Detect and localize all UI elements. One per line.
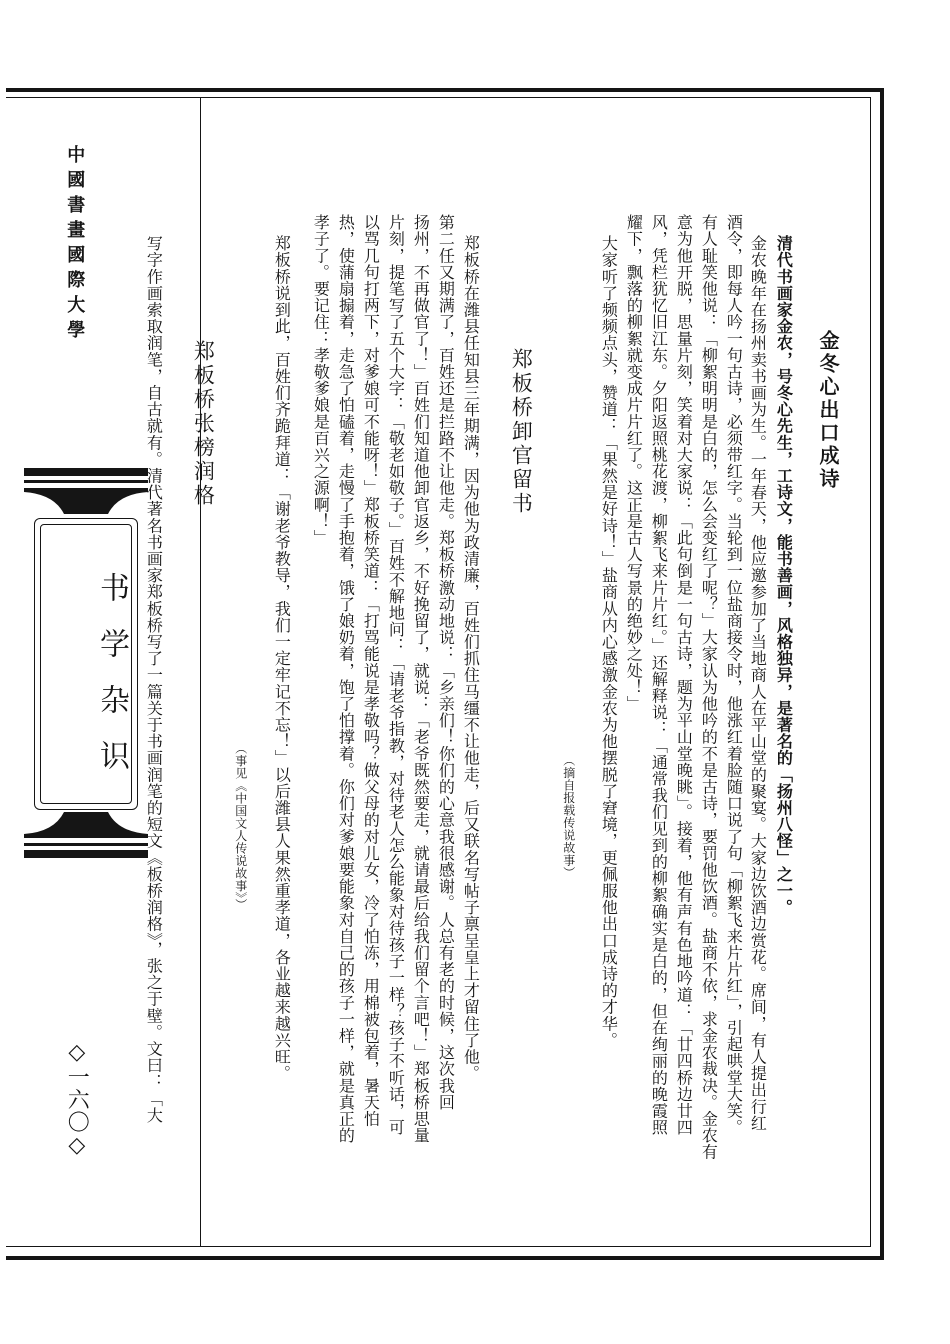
article1-line: 清代书画家金农，号冬心先生，工诗文，能书善画，风格独异，是著名的「扬州八怪」之一。 — [774, 235, 794, 916]
banner-bar — [24, 843, 148, 846]
magazine-banner — [18, 468, 154, 858]
banner-bottom-ornament-icon — [18, 812, 154, 838]
article2-line: 第二任又期满了，百姓还是拦路不让他走。郑板桥激动地说：「乡亲们！你们的心意我很感谢。人总有老的时候，这次我回 — [436, 214, 456, 1111]
article2-line: 孝子了。要记住：孝敬爹娘是百兴之源啊！」 — [311, 214, 331, 546]
article1-line: 有人耻笑他说：「柳絮明明是白的，怎么会变红了呢？」大家认为他吟的不是古诗，要罚他饮酒。盐商不依，求金农裁决。金农有 — [699, 214, 719, 1161]
article2-line: 片刻，提笔写了五个大字：「敬老如敬子。」百姓不解地问：「请老爷指教，对待老人怎么能象对待孩子一样？孩子不听话，可 — [386, 214, 406, 1136]
article1-source: （摘自报载传说故事） — [561, 754, 576, 879]
article1-line: 大家听了频频点头，赞道：「果然是好诗！」盐商从内心感激金农为他摆脱了窘境，更佩服他出口成诗的才华。 — [599, 235, 619, 1049]
article1-line: 酒令，即每人吟一句古诗，必须带红字。当轮到一位盐商接令时，他涨红着脸随口说了句「柳絮飞来片片红」，引起哄堂大笑。 — [724, 214, 744, 1136]
magazine-title: 书学杂识 — [94, 572, 129, 796]
banner-top-ornament-icon — [18, 488, 154, 514]
sidebar-divider — [200, 98, 201, 1246]
article3-title: 郑板桥张榜润格 — [191, 340, 216, 508]
article2-title: 郑板桥卸官留书 — [509, 348, 534, 516]
article1-line: 风，凭栏犹忆旧江东。夕阳返照桃花渡，柳絮飞来片片红。」还解释说：「通常我们见到的柳絮确实是白的，但在绚丽的晚霞照 — [649, 214, 669, 1136]
article2-line: 热，使蒲扇搧着，走急了怕磕着，走慢了手抱着，饿了娘奶着，饱了怕撑着。你们对爹娘要能象对自己的孩子一样，就是真正的 — [336, 214, 356, 1144]
article3-line: 写字作画索取润笔，自古就有。清代著名书画家郑板桥写了一篇关于书画润笔的短文《板桥润格》，张之于壁。文曰：「大 — [144, 235, 164, 1124]
banner-bar — [24, 480, 148, 483]
article1-line: 金农晚年在扬州卖书画为生。一年春天，他应邀参加了当地商人在平山堂的聚宴。大家边饮酒边赏花。席间，有人提出行红 — [748, 235, 768, 1132]
article2-line: 以骂几句打两下，对爹娘可不能呀！」郑板桥笑道：「打骂能说是孝敬吗？做父母的对儿女，冷了怕冻，用棉被包着，暑天怕 — [361, 214, 381, 1127]
banner-bar — [24, 468, 148, 476]
banner-bar — [24, 850, 148, 858]
article2-source: （事见《中国文人传说故事》） — [233, 742, 248, 911]
article2-line: 郑板桥说到此，百姓们齐跪拜道：「谢老爷教导，我们一定牢记不忘！」以后潍县人果然重孝道，各业越来越兴旺。 — [272, 235, 292, 1082]
article2-line: 郑板桥在潍县任知县三年期满，因为他为政清廉，百姓们抓住马缰不让他走，后又联名写帖子禀呈皇上才留住了他。 — [461, 235, 481, 1082]
page-number: ◇一六〇◇ — [64, 1040, 90, 1159]
article1-title: 金冬心出口成诗 — [816, 330, 840, 491]
university-name: 中國書畫國際大學 — [64, 145, 86, 345]
article1-line: 意为他开脱，思量片刻，笑着对大家说：「此句倒是一句古诗，题为平山堂晚眺」。接着，他有声有色地吟道：「廿四桥边廿四 — [674, 214, 694, 1136]
article2-line: 扬州，不再做官了！」百姓们知道他卸官返乡，不好挽留了，就说：「老爷既然要走，就请最后给我们留个言吧！」郑板桥思量 — [411, 214, 431, 1144]
article1-line: 耀下，飘落的柳絮就变成片片红了。这正是古人写景的绝妙之处！」 — [624, 214, 644, 712]
